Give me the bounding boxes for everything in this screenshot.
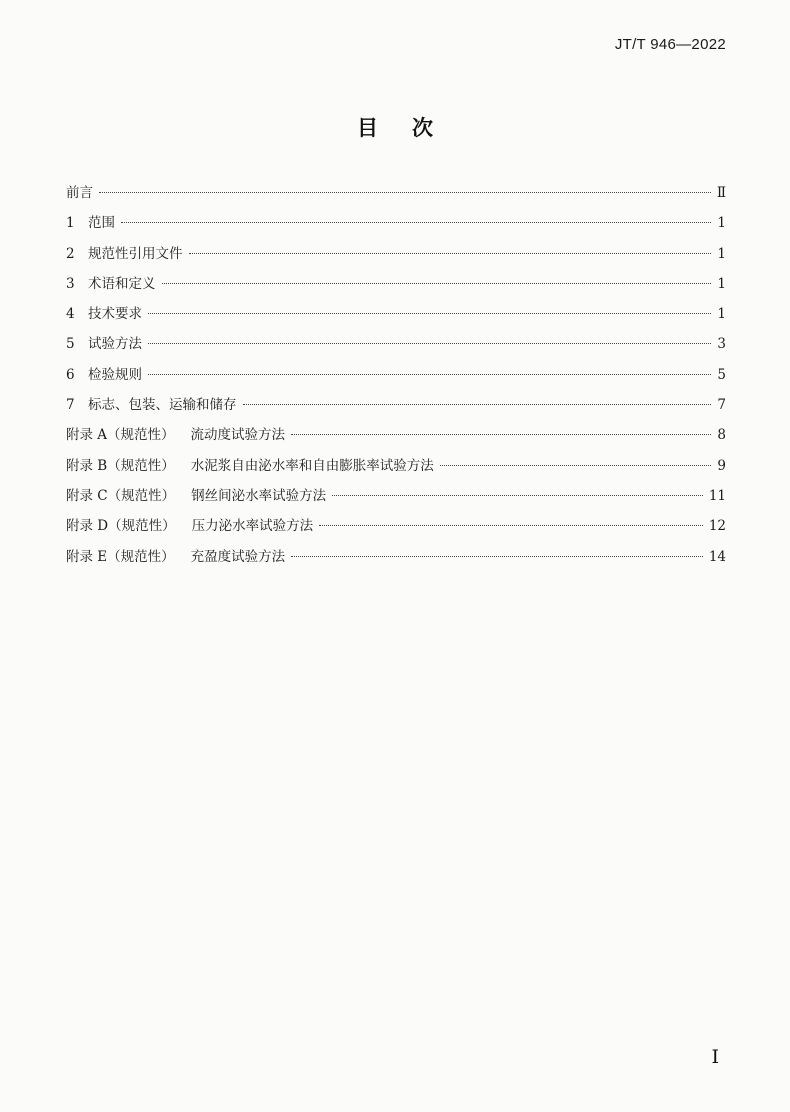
page-number: Ⅰ [711, 1046, 719, 1068]
toc-dot-leader [332, 495, 703, 496]
page-title: 目次 [357, 116, 467, 140]
toc-entry-title: 前言 [66, 185, 93, 201]
toc-entry[interactable] [66, 329, 726, 359]
toc-dot-leader [148, 343, 711, 344]
toc-entry-page: Ⅱ [716, 185, 726, 201]
toc-entry-title: 检验规则 [88, 366, 142, 383]
toc-entry[interactable] [66, 390, 726, 420]
toc-entry-title: 术语和定义 [88, 275, 156, 292]
toc-dot-leader [243, 404, 712, 405]
table-of-contents [66, 178, 726, 572]
toc-entry-number: 5 [66, 336, 75, 353]
toc-entry-page: 11 [708, 487, 726, 504]
toc-entry-page: 8 [717, 427, 726, 444]
toc-entry-title: 标志、包装、运输和储存 [88, 397, 237, 414]
toc-entry-number: 4 [66, 306, 75, 323]
toc-entry[interactable] [66, 239, 726, 269]
toc-entry-title: 流动度试验方法 [190, 427, 286, 444]
toc-entry-page: 5 [717, 366, 726, 383]
toc-entry-page: 9 [717, 457, 726, 474]
toc-entry-page: 1 [717, 275, 726, 292]
toc-entry[interactable] [66, 481, 726, 511]
toc-entry-appendix-label: 附录 C（规范性） [66, 487, 176, 504]
toc-entry-number: 1 [66, 215, 75, 232]
toc-entry-page: 12 [708, 518, 726, 535]
toc-entry-appendix-label: 附录 A（规范性） [66, 427, 175, 444]
toc-entry-title: 压力泌水率试验方法 [191, 518, 314, 535]
toc-dot-leader [189, 253, 712, 254]
toc-dot-leader [99, 192, 711, 193]
standard-number: JT/T 946—2022 [614, 36, 726, 53]
toc-entry-page: 14 [708, 548, 726, 565]
toc-entry[interactable] [66, 299, 726, 329]
toc-dot-leader [440, 465, 712, 466]
toc-dot-leader [291, 434, 711, 435]
toc-entry[interactable] [66, 178, 726, 208]
toc-entry-title: 钢丝间泌水率试验方法 [191, 487, 327, 504]
toc-entry-appendix-label: 附录 B（规范性） [66, 457, 175, 474]
toc-entry[interactable] [66, 511, 726, 541]
toc-entry[interactable] [66, 360, 726, 390]
toc-entry-number: 7 [66, 397, 75, 414]
toc-entry-number: 6 [66, 366, 75, 383]
toc-entry-title: 水泥浆自由泌水率和自由膨胀率试验方法 [190, 457, 434, 474]
toc-dot-leader [148, 374, 711, 375]
toc-entry-appendix-label: 附录 E（规范性） [66, 548, 175, 565]
toc-dot-leader [319, 525, 703, 526]
toc-entry[interactable] [66, 542, 726, 572]
toc-entry-page: 1 [717, 245, 726, 262]
toc-entry[interactable] [66, 451, 726, 481]
toc-entry-title: 充盈度试验方法 [190, 548, 286, 565]
toc-entry-number: 2 [66, 245, 75, 262]
toc-entry[interactable] [66, 269, 726, 299]
toc-dot-leader [291, 556, 703, 557]
toc-dot-leader [162, 283, 712, 284]
toc-entry-title: 试验方法 [88, 336, 142, 353]
toc-dot-leader [148, 313, 711, 314]
toc-entry-appendix-label: 附录 D（规范性） [66, 518, 176, 535]
toc-entry[interactable] [66, 208, 726, 238]
toc-entry-title: 范围 [88, 215, 115, 232]
toc-entry-page: 1 [717, 306, 726, 323]
toc-dot-leader [121, 222, 711, 223]
toc-entry-title: 技术要求 [88, 306, 142, 323]
toc-entry-page: 1 [717, 215, 726, 232]
toc-entry-title: 规范性引用文件 [88, 245, 183, 262]
toc-entry[interactable] [66, 420, 726, 450]
toc-entry-number: 3 [66, 275, 75, 292]
toc-entry-page: 7 [717, 397, 726, 414]
toc-entry-page: 3 [717, 336, 726, 353]
